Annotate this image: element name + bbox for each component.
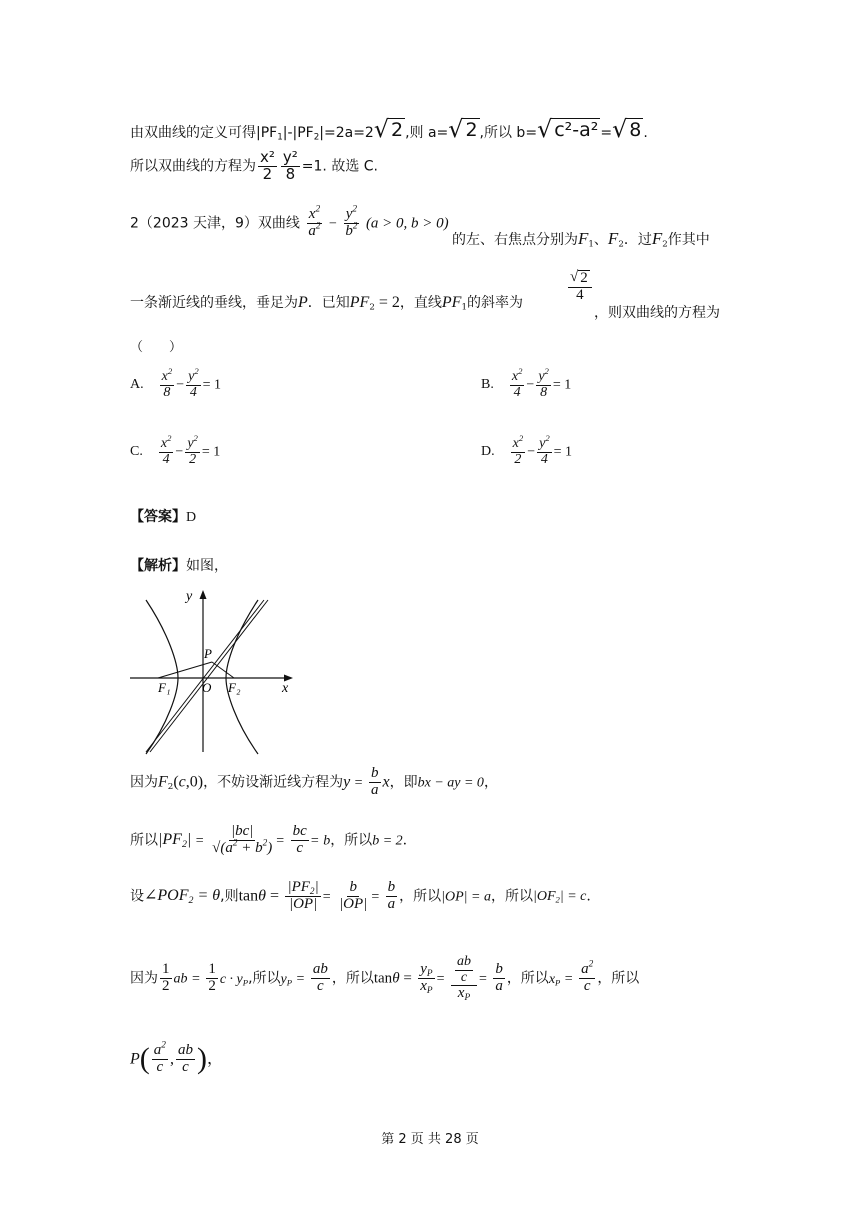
hyperbola-figure bbox=[128, 588, 298, 756]
sqrt: √ 2 bbox=[448, 115, 478, 143]
condition: (a > 0, b > 0) bbox=[365, 215, 449, 232]
segment-pf1 bbox=[158, 662, 212, 678]
analysis-line bbox=[130, 555, 228, 575]
question-line-1: 2（2023 天津，9）双曲线 $\frac{x^2}{a^2}$ − $\frac{y^2}{b^2}$ (a > 0, b > 0) bbox=[130, 204, 449, 239]
sol-line-1: 因为$F_2(c,0)$，不妨设渐近线方程为y = $\frac{b}{a}$ x，即bx − ay = 0， bbox=[130, 765, 498, 798]
text: ．过 bbox=[623, 232, 652, 248]
y-axis-arrow bbox=[200, 590, 207, 599]
text: = 2 bbox=[374, 294, 400, 311]
analysis-tag: 【解析】 bbox=[130, 558, 186, 574]
question-line-1b: 的左、右焦点分别为$F_1$、$F_2$．过$F_2$作其中 bbox=[452, 229, 710, 250]
question-line-2: 一条渐近线的垂线，垂足为P．已知$PF_2 = 2$，直线$PF_1$的斜率为 bbox=[130, 294, 523, 313]
right-branch bbox=[226, 600, 258, 754]
text: |-|PF bbox=[282, 125, 314, 141]
point-p: P bbox=[298, 294, 308, 311]
text: = bbox=[600, 125, 613, 141]
question-number: 2（2023 天津，9）双曲线 bbox=[130, 215, 300, 232]
answer-blank: （ ） bbox=[130, 340, 183, 355]
text: 的左、右焦点分别为 bbox=[452, 232, 578, 248]
sqrt: √ 2 bbox=[373, 115, 404, 143]
answer-line bbox=[130, 506, 196, 526]
text: . bbox=[643, 125, 648, 141]
segment-pf2 bbox=[212, 662, 234, 678]
fraction: √ 2 4 bbox=[568, 270, 592, 304]
answer-value: D bbox=[186, 510, 197, 525]
solution-line-2 bbox=[130, 150, 378, 183]
focus-f2: F bbox=[607, 229, 619, 248]
f1-label: F₁ bbox=[158, 680, 171, 695]
text: |=2a=2 bbox=[319, 125, 374, 141]
sqrt: √ c²-a² bbox=[537, 115, 599, 143]
text: 所以双曲线的方程为 bbox=[130, 158, 256, 175]
p-label: P bbox=[204, 646, 212, 661]
text: 一条渐近线的垂线，垂足为 bbox=[130, 295, 298, 311]
text: ．已知 bbox=[307, 295, 350, 311]
focus-f2: F bbox=[651, 229, 663, 248]
text: PF bbox=[441, 294, 462, 311]
sol-line-5: P( $\frac{a^2}{c}$ , $\frac{ab}{c}$ )， bbox=[130, 1040, 223, 1075]
fraction: $\frac{\text{x²}}{2}$ bbox=[260, 148, 275, 183]
fraction: $\frac{y^2}{b^2}$ bbox=[345, 204, 358, 239]
y-label: y bbox=[186, 589, 193, 604]
answer-tag: 【答案】 bbox=[130, 509, 186, 525]
solution-line-1 bbox=[130, 115, 648, 143]
text: 的斜率为 bbox=[466, 295, 523, 311]
page-footer: 第 2 页 共 28 页 bbox=[381, 1132, 479, 1147]
sol-line-4: 因为 $\frac{1}{2}$ ab = $\frac{1}{2}$ $c \cdot y_P$,所以$y_P$ = $\frac{ab}{c}$ ，所以tanθ = $\frac{y_P}{x_P}$ = $\frac{\frac{ab}{c}}{x_P}$ = $\frac{b}{a}$ ，所以$x_P$ = $\frac{a^2}{c}$ ，所以 bbox=[130, 954, 640, 1004]
slope-fraction bbox=[566, 270, 594, 304]
subscript: 1 bbox=[277, 132, 283, 143]
text: ,则 a= bbox=[405, 125, 449, 141]
text: |PF bbox=[256, 125, 278, 141]
option-a: A. $\frac{x^2}{8}$ − $\frac{y^2}{4}$ = 1 bbox=[130, 365, 222, 400]
text: ，则双曲线的方程为 bbox=[594, 305, 720, 321]
fraction: $\frac{x^2}{a^2}$ bbox=[308, 204, 321, 239]
asymptote bbox=[150, 600, 268, 752]
x-label: x bbox=[282, 681, 289, 696]
focus-f1: F bbox=[578, 229, 589, 248]
o-label: O bbox=[202, 680, 212, 695]
sol-line-3: 设$\angle POF_2 = \theta$,则tanθ = $\frac{|PF_2|}{|OP|}$ = $\frac{b}{|OP|}$ = $\frac{b}{a}$ ，所以|OP| = a，所以$|OF_2| = c$. bbox=[130, 879, 591, 912]
text: 如图， bbox=[186, 558, 228, 574]
option-b: B. $\frac{x^2}{4}$ − $\frac{y^2}{8}$ = 1 bbox=[481, 365, 572, 400]
option-d: D. $\frac{x^2}{2}$ − $\frac{y^2}{4}$ = 1 bbox=[481, 432, 573, 467]
text: 由双曲线的定义可得 bbox=[130, 125, 256, 141]
sqrt: √ 8 bbox=[612, 115, 642, 143]
fraction: $\frac{\text{y²}}{8}$ bbox=[282, 148, 298, 183]
text: PF bbox=[349, 294, 370, 311]
text: ，直线 bbox=[399, 295, 442, 311]
option-c: C. $\frac{x^2}{4}$ − $\frac{y^2}{2}$ = 1 bbox=[130, 432, 221, 467]
subscript: 2 bbox=[313, 132, 320, 143]
f2-label: F₂ bbox=[228, 680, 241, 695]
sol-line-2: 所以$|PF_2|$ = $\frac{|bc|}{√(a^2 + b^2)}$ = $\frac{bc}{c}$ = b，所以b = 2. bbox=[130, 823, 408, 856]
text: ,所以 b= bbox=[479, 125, 538, 141]
text: =1. 故选 C. bbox=[301, 158, 378, 175]
text: 作其中 bbox=[667, 232, 710, 248]
